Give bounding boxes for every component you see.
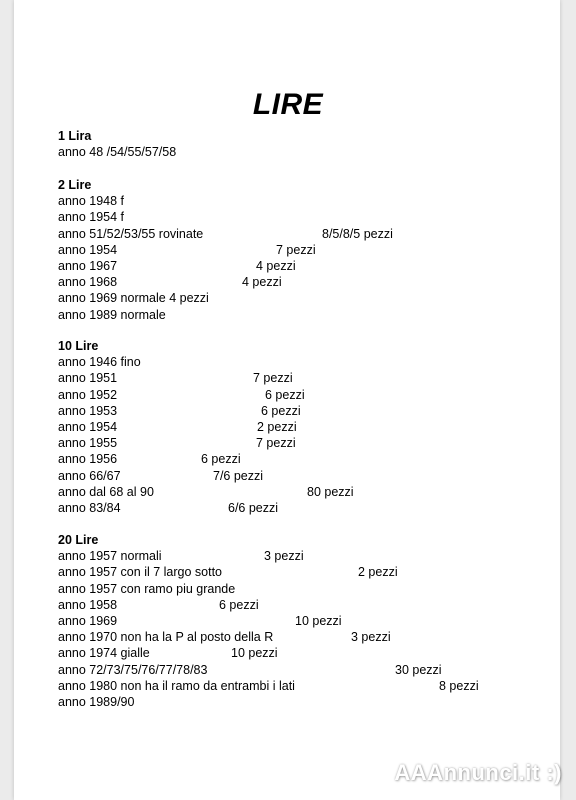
row-text: anno 1946 fino — [58, 355, 141, 370]
row-quantity: 2 pezzi — [257, 420, 297, 434]
section-heading: 10 Lire — [58, 339, 99, 353]
row-text: anno 66/67 — [58, 468, 121, 483]
row-text: anno dal 68 al 90 — [58, 484, 154, 499]
row-quantity: 6 pezzi — [265, 387, 305, 402]
row-text: anno 1956 — [58, 452, 118, 467]
row-text: anno 1989/90 — [58, 695, 135, 709]
row-quantity: 3 pezzi — [351, 630, 391, 645]
row-text: anno 1957 con il 7 largo sotto — [58, 565, 223, 580]
row-quantity: 7 pezzi — [253, 371, 293, 386]
row-text: anno 1957 con ramo piu grande — [58, 581, 236, 596]
row-quantity: 80 pezzi — [307, 484, 354, 499]
row-quantity: 2 pezzi — [358, 565, 398, 580]
row-text: anno 1948 f — [58, 194, 125, 209]
row-text: anno 1954 f — [58, 210, 125, 225]
watermark: AAAnnunci.it :) — [394, 760, 562, 785]
section-heading: 2 Lire — [58, 178, 92, 192]
row-quantity: 8 pezzi — [439, 678, 479, 693]
row-text: anno 1969 — [58, 614, 118, 628]
row-text: anno 1958 — [58, 597, 118, 612]
row-text: anno 1980 non ha il ramo da entrambi i lati — [58, 678, 295, 693]
row-quantity: 10 pezzi — [295, 614, 342, 628]
row-quantity: 30 pezzi — [395, 662, 442, 677]
row-text: anno 1974 gialle — [58, 646, 150, 661]
row-text: anno 1989 normale — [58, 307, 166, 322]
row-text: anno 1952 — [58, 387, 118, 402]
row-quantity: 6 pezzi — [201, 452, 241, 467]
row-quantity: 7 pezzi — [276, 242, 316, 257]
row-quantity: 7/6 pezzi — [213, 468, 264, 483]
row-text: anno 72/73/75/76/77/78/83 — [58, 662, 208, 677]
row-quantity: 4 pezzi — [242, 275, 282, 290]
row-quantity: 4 pezzi — [256, 259, 296, 273]
row-text: anno 1967 — [58, 259, 118, 273]
row-text: anno 1968 — [58, 275, 118, 290]
page-title: LIRE — [252, 88, 324, 121]
row-quantity: 6 pezzi — [219, 597, 259, 612]
row-text: anno 1953 — [58, 403, 118, 418]
row-text: anno 1957 normali — [58, 549, 162, 564]
row-text: anno 83/84 — [58, 501, 121, 515]
row-text: anno 1951 — [58, 371, 118, 386]
row-quantity: 6/6 pezzi — [228, 501, 279, 515]
row-text: anno 1954 — [58, 420, 118, 434]
row-quantity: 6 pezzi — [261, 403, 301, 418]
row-text: anno 48 /54/55/57/58 — [58, 145, 177, 160]
section-heading: 1 Lira — [58, 129, 92, 143]
row-text: anno 1969 normale 4 pezzi — [58, 291, 209, 306]
row-text: anno 1954 — [58, 242, 118, 257]
row-quantity: 10 pezzi — [231, 646, 278, 661]
section-heading: 20 Lire — [58, 533, 99, 547]
row-text: anno 51/52/53/55 rovinate — [58, 226, 204, 241]
row-quantity: 8/5/8/5 pezzi — [322, 226, 393, 241]
row-quantity: 3 pezzi — [264, 549, 304, 564]
row-text: anno 1970 non ha la P al posto della R — [58, 630, 274, 645]
row-quantity: 7 pezzi — [256, 436, 296, 451]
row-text: anno 1955 — [58, 436, 118, 451]
